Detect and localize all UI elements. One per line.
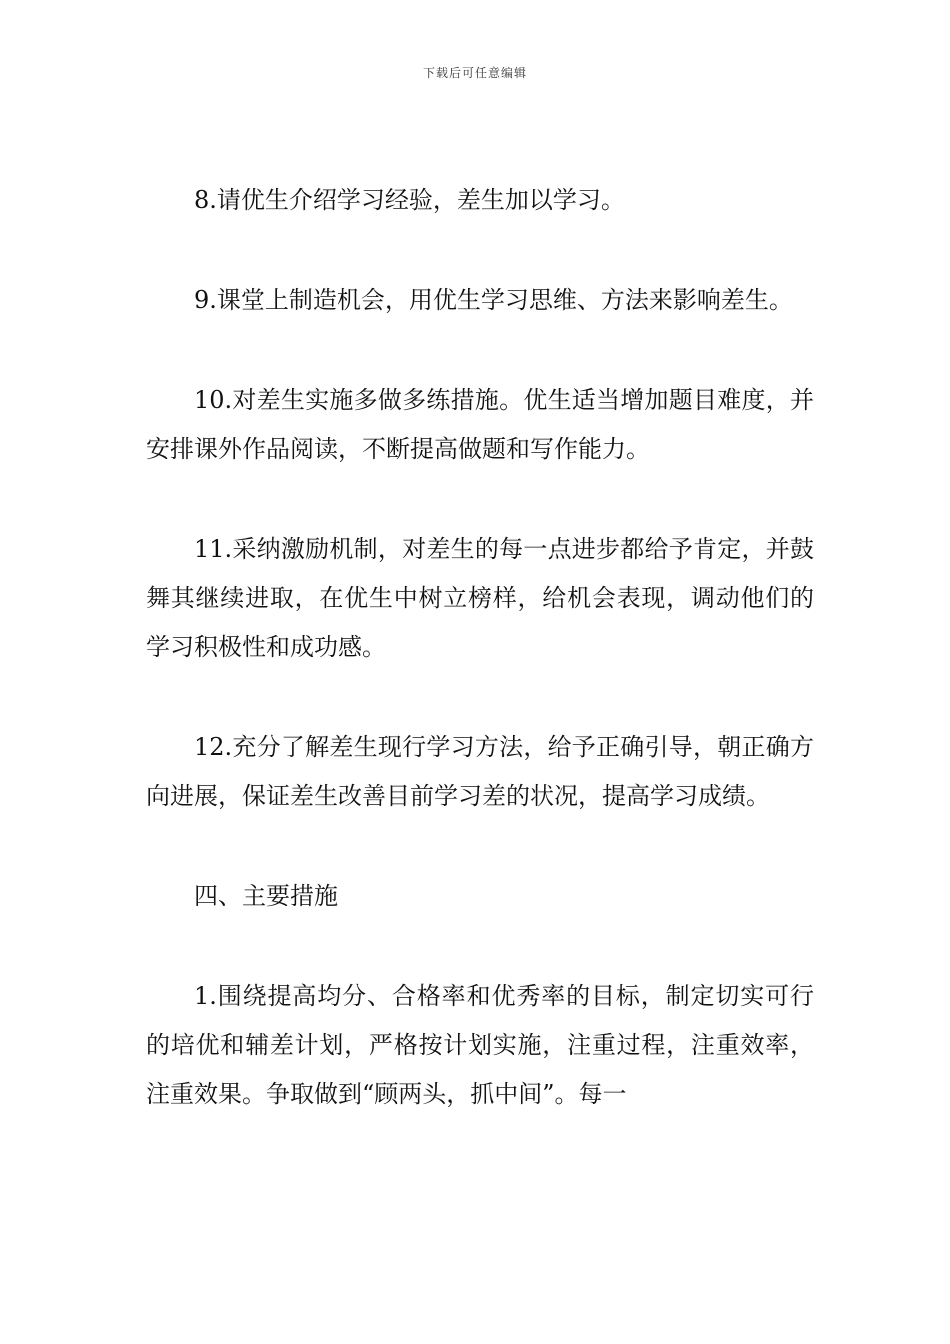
paragraph-measure-1: 1.围绕提高均分、合格率和优秀率的目标，制定切实可行的培优和辅差计划，严格按计划实施，注重过程，注重效率，注重效果。争取做到“顾两头，抓中间”。每一 [146,982,814,1108]
document-body [146,176,814,1170]
paragraph-item-12: 12.充分了解差生现行学习方法，给予正确引导，朝正确方向进展，保证差生改善目前学习差的状况，提高学习成绩。 [146,733,814,810]
paragraph-item-11: 11.采纳激励机制，对差生的每一点进步都给予肯定，并鼓舞其继续进取，在优生中树立榜样，给机会表现，调动他们的学习积极性和成功感。 [146,535,814,661]
page-header-note: 下载后可任意编辑 [422,66,527,80]
paragraph-item-9: 9.课堂上制造机会，用优生学习思维、方法来影响差生。 [194,286,793,314]
section-heading-main-measures: 四、主要措施 [194,882,338,910]
paragraph-item-10: 10.对差生实施多做多练措施。优生适当增加题目难度，并安排课外作品阅读，不断提高做题和写作能力。 [146,386,814,463]
paragraph-item-8: 8.请优生介绍学习经验，差生加以学习。 [194,186,625,214]
